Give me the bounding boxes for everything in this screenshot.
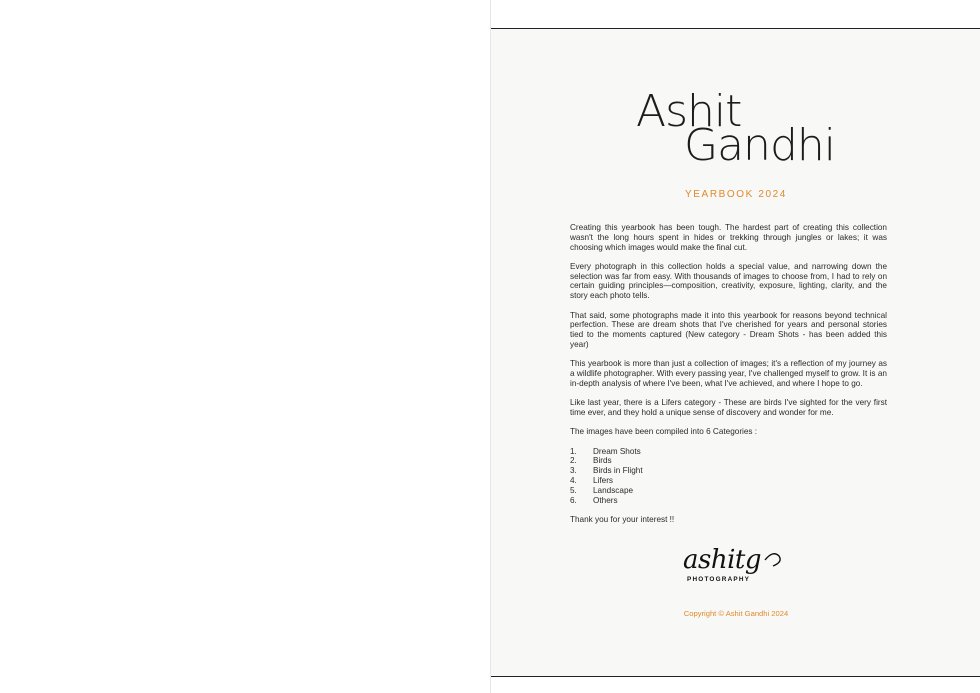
list-item [570,496,887,506]
bottom-margin [491,677,980,693]
list-number: 4. [570,475,577,485]
list-number: 2. [570,456,577,466]
title-last-name: Gandhi [684,120,835,171]
paragraph: The images have been compiled into 6 Categories : [570,427,758,437]
signature-flourish [765,554,780,566]
signature-tag: PHOTOGRAPHY [687,576,751,583]
yearbook-subtitle: YEARBOOK 2024 [685,189,787,200]
top-margin [491,0,980,28]
copyright-notice: Copyright © Ashit Gandhi 2024 [683,609,789,618]
paragraph: This yearbook is more than just a collection of images; it's a reflection of my journey as a wildlife photographer. With every passing year, I've challenged myself to grow. It is an in-depth analysis of where I've been, what I've achieved, and where I hope to go. [570,359,887,388]
paragraph: Creating this yearbook has been tough. The hardest part of creating this collection wasn't the long hours spent in hides or trekking through jungles or lakes; it was choosing which images would make the final cut. [570,223,887,252]
paragraph: That said, some photographs made it into this yearbook for reasons beyond technical perfection. These are dream shots that I've cherished for years and personal stories tied to the moments captured (New category - Dream Shots - has been added this year) [570,310,887,349]
list-item [570,456,887,466]
list-label: Birds [593,456,612,466]
title-first-name: Ashit [636,86,742,137]
paragraph: Like last year, there is a Lifers category - These are birds I've sighted for the very first time ever, and they hold a unique sense of discovery and wonder for me. [570,398,887,417]
signature-script: ashitg [683,545,761,575]
list-label: Others [593,495,618,505]
list-number: 5. [570,485,577,495]
closing-line: Thank you for your interest !! [570,514,675,524]
list-item [570,476,887,486]
list-label: Dream Shots [593,446,641,456]
intro-body [570,223,887,534]
list-number: 6. [570,495,577,505]
paragraph: Every photograph in this collection holds a special value, and narrowing down the selection was far from easy. With thousands of images to choose from, I had to rely on certain guiding principles—composition, creativity, exposure, lighting, clarity, and the story each photo tells. [570,261,887,301]
list-label: Birds in Flight [593,466,643,476]
list-item [570,486,887,496]
list-label: Landscape [593,485,634,495]
list-number: 3. [570,466,577,476]
signature-logo [677,540,787,588]
list-item [570,447,887,457]
list-label: Lifers [593,475,614,485]
category-list [570,447,887,506]
yearbook-intro-page [490,0,980,693]
top-rule [491,28,980,29]
list-item [570,466,887,476]
list-number: 1. [570,446,577,456]
